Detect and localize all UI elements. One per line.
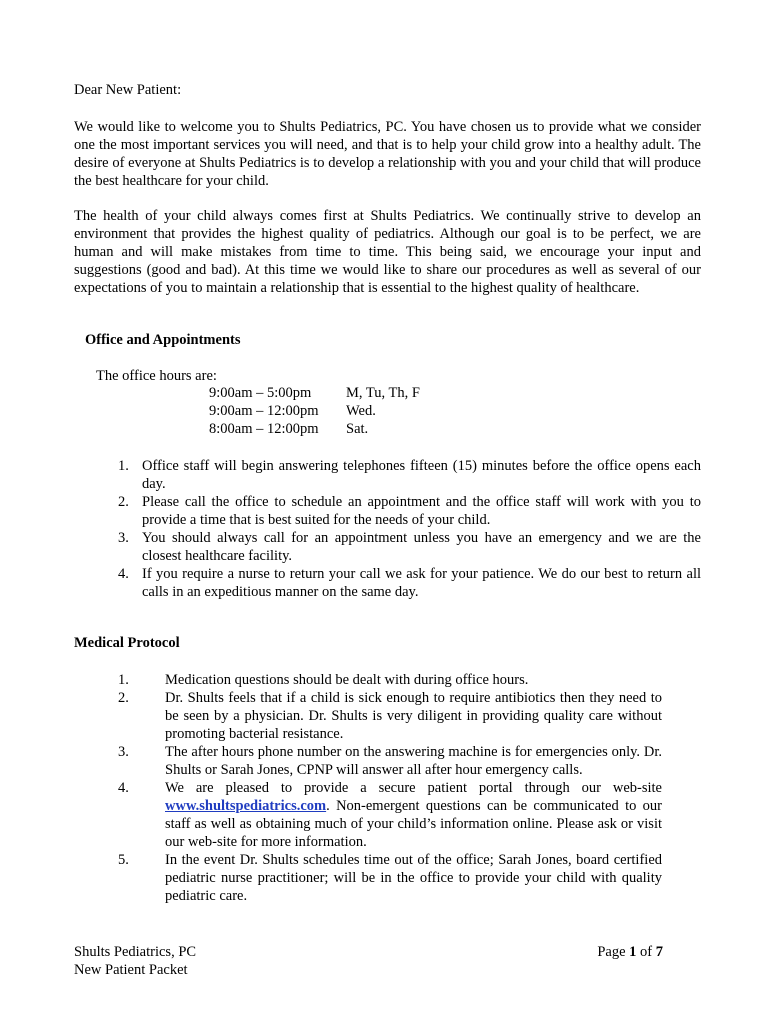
list-number: 4. [118,780,129,796]
hours-days: Wed. [346,403,376,419]
page-word: Page [597,944,626,960]
office-list [118,457,701,601]
list-item [118,529,701,565]
list-text: Dr. Shults feels that if a child is sick enough to require antibiotics then they need to be seen by a physician. Dr. Shults is very diligent in providing quality care without promoting bacterial resistance. [165,690,662,742]
intro-paragraph-1: We would like to welcome you to Shults Pediatrics, PC. You have chosen us to provide what we consider one the most important services you will need, and that is to help your child grow into a healthy adult. The desire of everyone at Shults Pediatrics is to develop a relationship with you and your child that will produce the best healthcare for your child. [74,119,701,189]
medical-heading: Medical Protocol [74,635,180,651]
page-footer [74,943,663,979]
page-number [597,943,663,961]
list-text: Medication questions should be dealt with during office hours. [165,672,529,688]
list-text: Please call the office to schedule an appointment and the office staff will work with you to provide a time that is best suited for the needs of your child. [142,494,701,528]
website-link[interactable]: www.shultspediatrics.com [165,798,327,814]
medical-list [118,671,662,905]
hours-label: The office hours are: [96,368,217,384]
list-text: Office staff will begin answering telephones fifteen (15) minutes before the office opens each day. [142,458,701,492]
greeting: Dear New Patient: [74,82,182,98]
list-number: 3. [118,744,129,760]
list-item [118,779,662,851]
list-text: In the event Dr. Shults schedules time out of the office; Sarah Jones, board certified pediatric nurse practitioner; will be in the office to provide your child with quality pediatric care. [165,852,662,904]
intro-paragraph-2: The health of your child always comes first at Shults Pediatrics. We continually strive to develop an environment that provides the highest quality of pediatrics. Although our goal is to be perfect, we are human and will make mistakes from time to time. This being said, we encourage your input and suggestions (good and bad). At this time we would like to share our procedures as well as several of our expectations of you to maintain a relationship that is essential to the highest quality of healthcare. [74,208,701,296]
list-item [118,743,662,779]
list-number: 1. [118,458,129,474]
hours-time: 8:00am – 12:00pm [209,421,319,437]
list-item [118,457,701,493]
hours-time: 9:00am – 12:00pm [209,403,319,419]
list-item [118,671,662,689]
list-text: The after hours phone number on the answering machine is for emergencies only. Dr. Shults or Sarah Jones, CPNP will answer all after hour emergency calls. [165,744,662,778]
list-number: 1. [118,672,129,688]
footer-practice-name: Shults Pediatrics, PC [74,944,197,960]
list-text: You should always call for an appointment unless you have an emergency and we are the closest healthcare facility. [142,530,701,564]
of-word: of [640,944,653,960]
list-text-before-link: We are pleased to provide a secure patient portal through our web-site [165,780,662,796]
list-item [118,493,701,529]
list-number: 2. [118,494,129,510]
hours-time: 9:00am – 5:00pm [209,385,312,401]
hours-days: M, Tu, Th, F [346,385,420,401]
office-hours-table [0,385,770,441]
footer-document-name: New Patient Packet [74,962,188,978]
list-text: If you require a nurse to return your call we ask for your patience. We do our best to return all calls in an expeditious manner on the same day. [142,566,701,600]
list-text-after-link: . Non-emergent questions can be communicated to our staff as well as obtaining much of your child’s information online. Please ask or visit our web-site for more information. [165,798,662,850]
current-page: 1 [629,944,637,960]
list-item [118,851,662,905]
total-pages: 7 [655,944,663,960]
list-item [118,689,662,743]
office-heading: Office and Appointments [85,332,241,348]
list-item [118,565,701,601]
list-number: 4. [118,566,129,582]
list-number: 3. [118,530,129,546]
list-number: 5. [118,852,129,868]
hours-days: Sat. [346,421,369,437]
list-number: 2. [118,690,129,706]
